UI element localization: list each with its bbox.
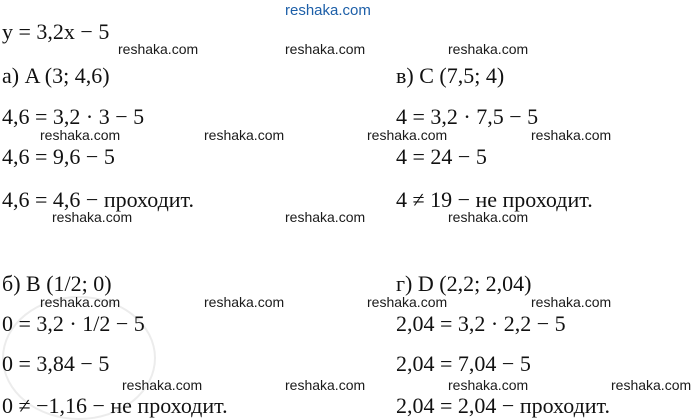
watermark: reshaka.com <box>204 294 285 310</box>
part-a-header: а) A (3; 4,6) <box>2 63 110 88</box>
watermark: reshaka.com <box>40 127 121 143</box>
part-b-line-1: 0 = 3,2 · 1/2 − 5 <box>2 311 145 336</box>
watermark: reshaka.com <box>118 41 199 57</box>
watermark: reshaka.com <box>448 377 529 393</box>
part-g-line-2: 2,04 = 7,04 − 5 <box>396 351 531 376</box>
watermark: reshaka.com <box>204 127 285 143</box>
watermark: reshaka.com <box>52 209 133 225</box>
part-b-line-3: 0 ≠ −1,16 − не проходит. <box>2 393 228 418</box>
watermark-top: reshaka.com <box>285 2 371 19</box>
watermark: reshaka.com <box>531 294 612 310</box>
watermark: reshaka.com <box>285 377 366 393</box>
part-b-header: б) B (1/2; 0) <box>2 271 112 296</box>
part-g-header: г) D (2,2; 2,04) <box>396 271 532 296</box>
part-v-line-1: 4 = 3,2 · 7,5 − 5 <box>396 104 539 129</box>
watermark: reshaka.com <box>448 41 529 57</box>
watermark: reshaka.com <box>448 209 529 225</box>
watermark: reshaka.com <box>531 127 612 143</box>
watermark: reshaka.com <box>611 377 691 393</box>
part-g-line-3: 2,04 = 2,04 − проходит. <box>396 393 610 418</box>
part-a-line-3: 4,6 = 4,6 − проходит. <box>2 187 194 212</box>
watermark: reshaka.com <box>122 377 203 393</box>
part-a-line-2: 4,6 = 9,6 − 5 <box>2 144 115 169</box>
watermark: reshaka.com <box>367 294 448 310</box>
part-g-line-1: 2,04 = 3,2 · 2,2 − 5 <box>396 311 566 336</box>
watermark: reshaka.com <box>40 294 121 310</box>
part-a-line-1: 4,6 = 3,2 · 3 − 5 <box>2 104 145 129</box>
part-b-line-2: 0 = 3,84 − 5 <box>2 351 110 376</box>
watermark: reshaka.com <box>285 209 366 225</box>
part-v-header: в) C (7,5; 4) <box>396 63 505 88</box>
watermark: reshaka.com <box>367 127 448 143</box>
part-v-line-2: 4 = 24 − 5 <box>396 144 487 169</box>
function-equation: y = 3,2x − 5 <box>2 19 110 44</box>
watermark: reshaka.com <box>285 41 366 57</box>
part-v-line-3: 4 ≠ 19 − не проходит. <box>396 187 593 212</box>
